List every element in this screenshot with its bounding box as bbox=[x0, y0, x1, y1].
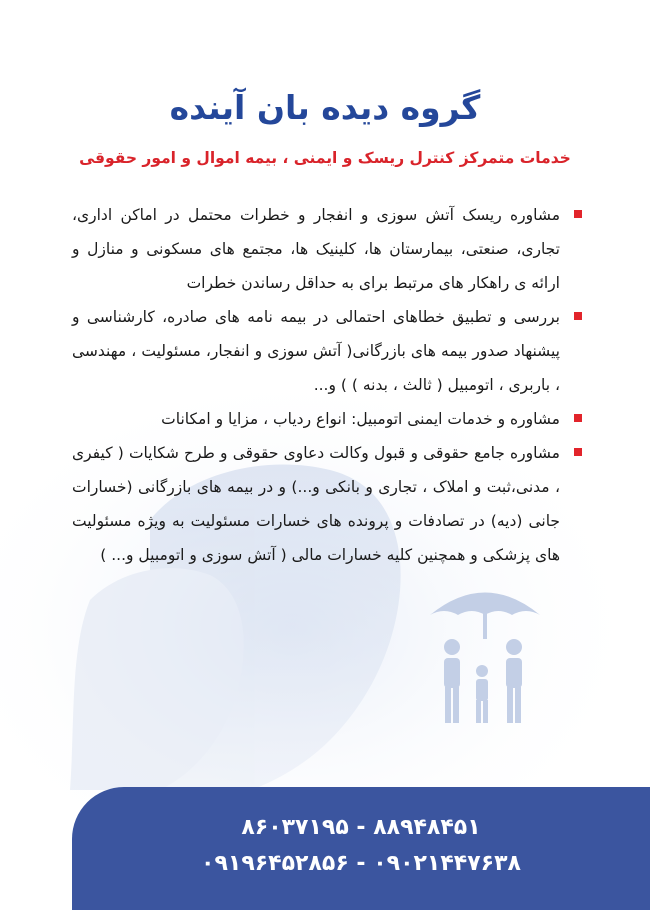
mobile-numbers: ۰۹۰۲۱۴۴۷۶۳۸ - ۰۹۱۹۶۴۵۲۸۵۶ bbox=[201, 851, 521, 876]
service-item-legal-consulting bbox=[72, 436, 584, 572]
bullet-square-icon bbox=[574, 312, 582, 320]
service-item-vehicle-safety bbox=[72, 402, 584, 436]
bullet-square-icon bbox=[574, 448, 582, 456]
service-item-insurance-review bbox=[72, 300, 584, 402]
landline-numbers: ۸۸۹۴۸۴۵۱ - ۸۶۰۳۷۱۹۵ bbox=[241, 815, 481, 840]
service-text: مشاوره و خدمات ایمنی اتومبیل: انواع ردیاب ، مزایا و امکانات bbox=[161, 410, 560, 428]
service-item-risk-consulting bbox=[72, 198, 584, 300]
page-title: گروه دیده بان آینده bbox=[169, 88, 481, 127]
service-text: مشاوره ریسک آتش سوزی و انفجار و خطرات محتمل در اماکن اداری، تجاری، صنعتی، بیمارستان ها، کلینیک ها، مجتمع های مسکونی و منازل و ارائه ی راهکار های مرتبط برای به حداقل رساندن خطرات bbox=[72, 206, 560, 292]
bullet-square-icon bbox=[574, 414, 582, 422]
contact-footer bbox=[72, 787, 650, 910]
page-subtitle: خدمات متمرکز کنترل ریسک و ایمنی ، بیمه اموال و امور حقوقی bbox=[79, 149, 571, 167]
bullet-square-icon bbox=[574, 210, 582, 218]
service-text: مشاوره جامع حقوقی و قبول وکالت دعاوی حقوقی و طرح شکایات ( کیفری ، مدنی،ثبت و املاک ، تجاری و بانکی و...) و در بیمه های بازرگانی (خسارات جانی (دیه) در تصادفات و پرونده های خسارات مسئولیت به ویژه مسئولیت های پزشکی و همچنین کلیه خسارات مالی ( آتش سوزی و اتومبیل و... ) bbox=[72, 444, 560, 564]
service-text: بررسی و تطبیق خطاهای احتمالی در بیمه نامه های صادره، کارشناسی و پیشنهاد صدور بیمه های بازرگانی( آتش سوزی و انفجار، مسئولیت ، مهندسی ، باربری ، اتومبیل ( ثالث ، بدنه ) ) و... bbox=[72, 308, 560, 394]
services-list bbox=[72, 198, 584, 572]
